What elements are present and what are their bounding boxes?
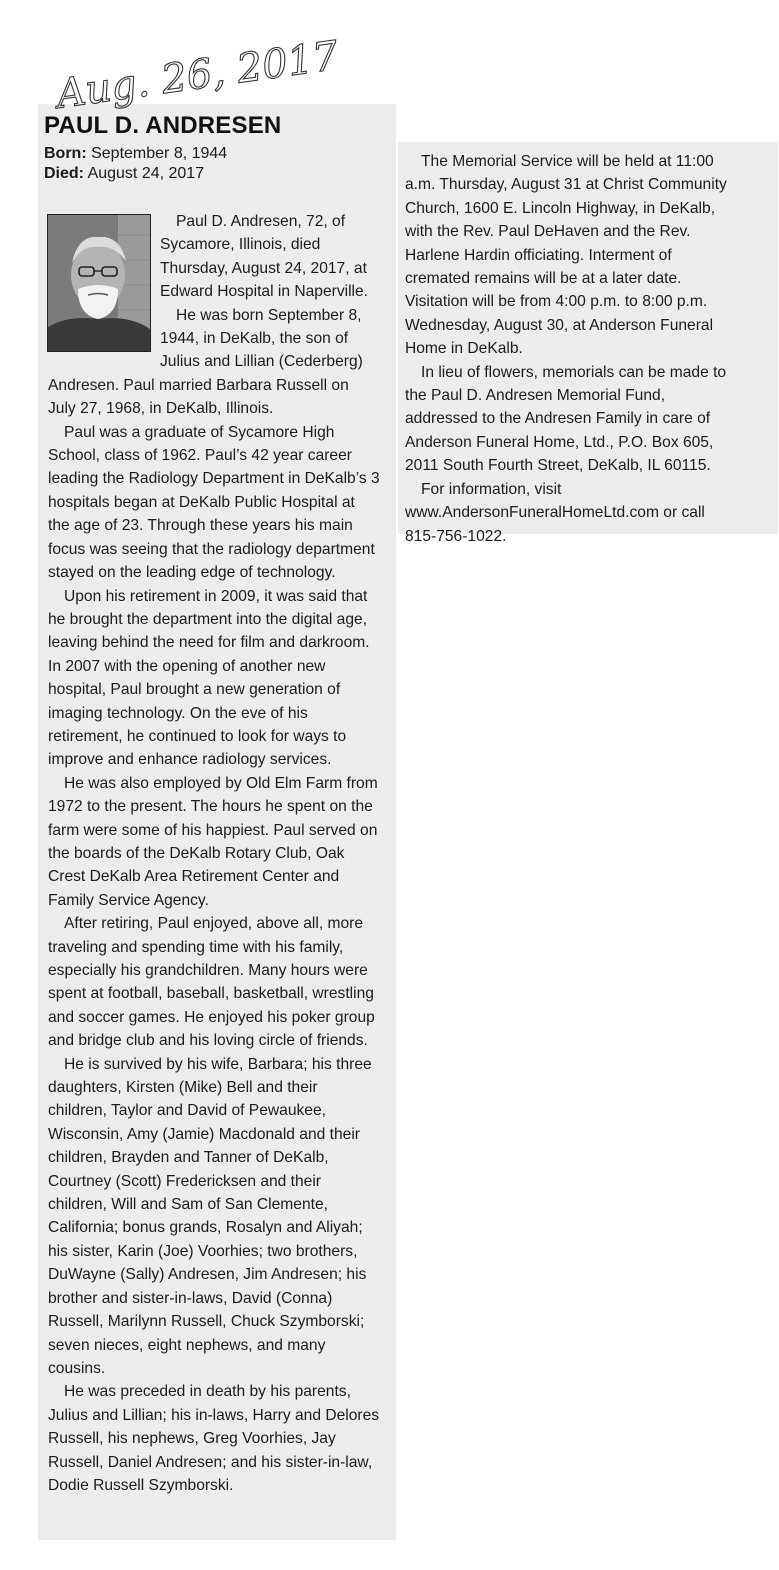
wrap-line: Paul D. Andresen, 72, of [176, 213, 346, 230]
wrap-line: Edward Hospital in Naperville. [160, 283, 369, 301]
wrap-line: He was born September 8, [176, 306, 362, 324]
born-date: September 8, 1944 [91, 145, 228, 162]
paragraph-survivors: He is survived by his wife, Barbara; his three daughters, Kirsten (Mike) Bell and their children, Taylor and David of Pewaukee, Wisconsin, Amy (Jamie) Macdonald and their children, Brayden and Tanner of DeKalb, Courtney (Scott) Fredericksen and their children, Will and Sam of San Clemente, California; bonus grands, Rosalyn and Aliyah; his sister, Karin (Joe) Voorhies; two brothers, DuWayne (Sally) Andresen, Jim Andresen; his brother and sister-in-laws, David (Conna) Russell, Marilynn Russell, Chuck Szymborski; seven nieces, eight nephews, and many cousins. [48, 1055, 372, 1377]
wrap-line: 1944, in DeKalb, the son of [160, 330, 349, 348]
wrap-line: Julius and Lillian (Cederberg) [160, 353, 363, 371]
obituary-body-right [405, 150, 739, 548]
paragraph-marriage: Andresen. Paul married Barbara Russell on July 27, 1968, in DeKalb, Illinois. [48, 376, 349, 418]
handwritten-date-text: Aug. 26, 2017 [53, 32, 342, 118]
handwritten-date [52, 30, 342, 120]
died-label: Died: [44, 165, 84, 182]
died-date: August 24, 2017 [87, 165, 205, 182]
obituary-name: PAUL D. ANDRESEN [44, 112, 282, 139]
paragraph-preceded: He was preceded in death by his parents, Julius and Lillian; his in-laws, Harry and Delores Russell, his nephews, Greg Voorhies, Jay Russell, Daniel Andresen; and his sister-in-law, Dodie Russell Szymborski. [48, 1383, 380, 1494]
paragraph-farm: He was also employed by Old Elm Farm from 1972 to the present. The hours he spent on the farm were some of his happiest. Paul served on the boards of the DeKalb Rotary Club, Oak Crest DeKalb Area Retirement Center and Family Service Agency. [48, 774, 378, 909]
paragraph-information: For information, visit www.AndersonFuneralHomeLtd.com or call 815-756-1022. [405, 480, 705, 545]
paragraph-family-time: After retiring, Paul enjoyed, above all, more traveling and spending time with his family, especially his grandchildren. Many hours were spent at football, baseball, basketball, wrestling and soccer games. He enjoyed his poker group and bridge club and his loving circle of friends. [48, 915, 375, 1050]
paragraph-memorials: In lieu of flowers, memorials can be made to the Paul D. Andresen Memorial Fund, addressed to the Andresen Family in care of Anderson Funeral Home, Ltd., P.O. Box 605, 2011 South Fourth Street, DeKalb, IL 60115. [405, 363, 727, 475]
wrap-line: Thursday, August 24, 2017, at [160, 259, 367, 277]
paragraph-memorial-service: The Memorial Service will be held at 11:00 a.m. Thursday, August 31 at Christ Community Church, 1600 E. Lincoln Highway, in DeKalb, with the Rev. Paul DeHaven and the Rev. Harlene Hardin officiating. Interment of cremated remains will be at a later date. Visitation will be from 4:00 p.m. to 8:00 p.m. Wednesday, August 30, at Anderson Funeral Home in DeKalb. [405, 153, 727, 358]
born-line [44, 144, 227, 164]
paragraph-career: Paul was a graduate of Sycamore High School, class of 1962. Paul’s 42 year career leading the Radiology Department in DeKalb’s 3 hospitals began at DeKalb Public Hospital at the age of 23. Through these years his main focus was seeing that the radiology department stayed on the leading edge of technology. [48, 423, 380, 582]
died-line [44, 164, 204, 184]
paragraph-retirement: Upon his retirement in 2009, it was said that he brought the department into the digital age, leaving behind the need for film and darkroom. In 2007 with the opening of another new hospital, Paul brought a new generation of imaging technology. On the eve of his retirement, he continued to look for ways to improve and enhance radiology services. [48, 587, 370, 769]
wrap-line: Sycamore, Illinois, died [160, 236, 321, 254]
obituary-body-left [48, 210, 380, 1497]
born-label: Born: [44, 145, 87, 162]
